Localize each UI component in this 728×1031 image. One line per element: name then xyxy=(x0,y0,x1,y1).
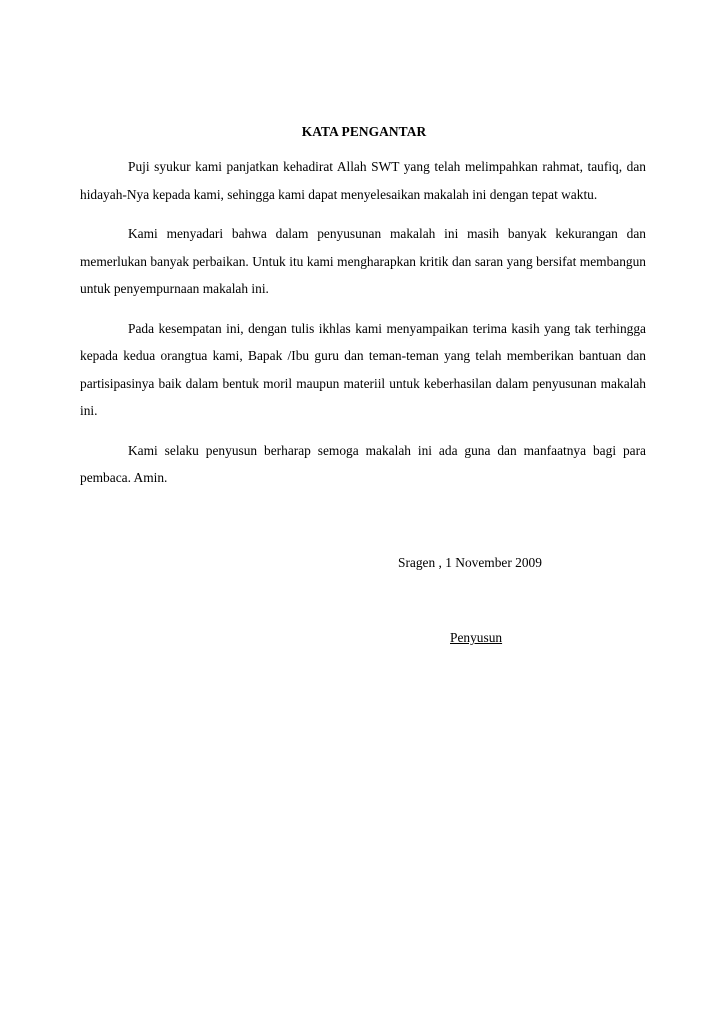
document-body xyxy=(80,153,646,504)
paragraph-closing: Kami selaku penyusun berharap semoga makalah ini ada guna dan manfaatnya bagi para pembaca. Amin. xyxy=(80,442,646,485)
paragraph-opening: Puji syukur kami panjatkan kehadirat Allah SWT yang telah melimpahkan rahmat, taufiq, dan hidayah-Nya kepada kami, sehingga kami dapat menyelesaikan makalah ini dengan tepat waktu. xyxy=(80,159,646,202)
place-date: Sragen , 1 November 2009 xyxy=(398,555,542,570)
document-title: KATA PENGANTAR xyxy=(301,124,427,139)
paragraph-acknowledgement: Kami menyadari bahwa dalam penyusunan makalah ini masih banyak kekurangan dan memerlukan banyak perbaikan. Untuk itu kami mengharapkan kritik dan saran yang bersifat membangun untuk penyempurnaan makalah ini. xyxy=(80,226,646,296)
paragraph-thanks: Pada kesempatan ini, dengan tulis ikhlas kami menyampaikan terima kasih yang tak terhingga kepada kedua orangtua kami, Bapak /Ibu guru dan teman-teman yang telah memberikan bantuan dan partisipasinya baik dalam bentuk moril maupun materiil untuk keberhasilan dalam penyusunan makalah ini. xyxy=(80,320,646,418)
signer-label: Penyusun xyxy=(450,630,503,645)
